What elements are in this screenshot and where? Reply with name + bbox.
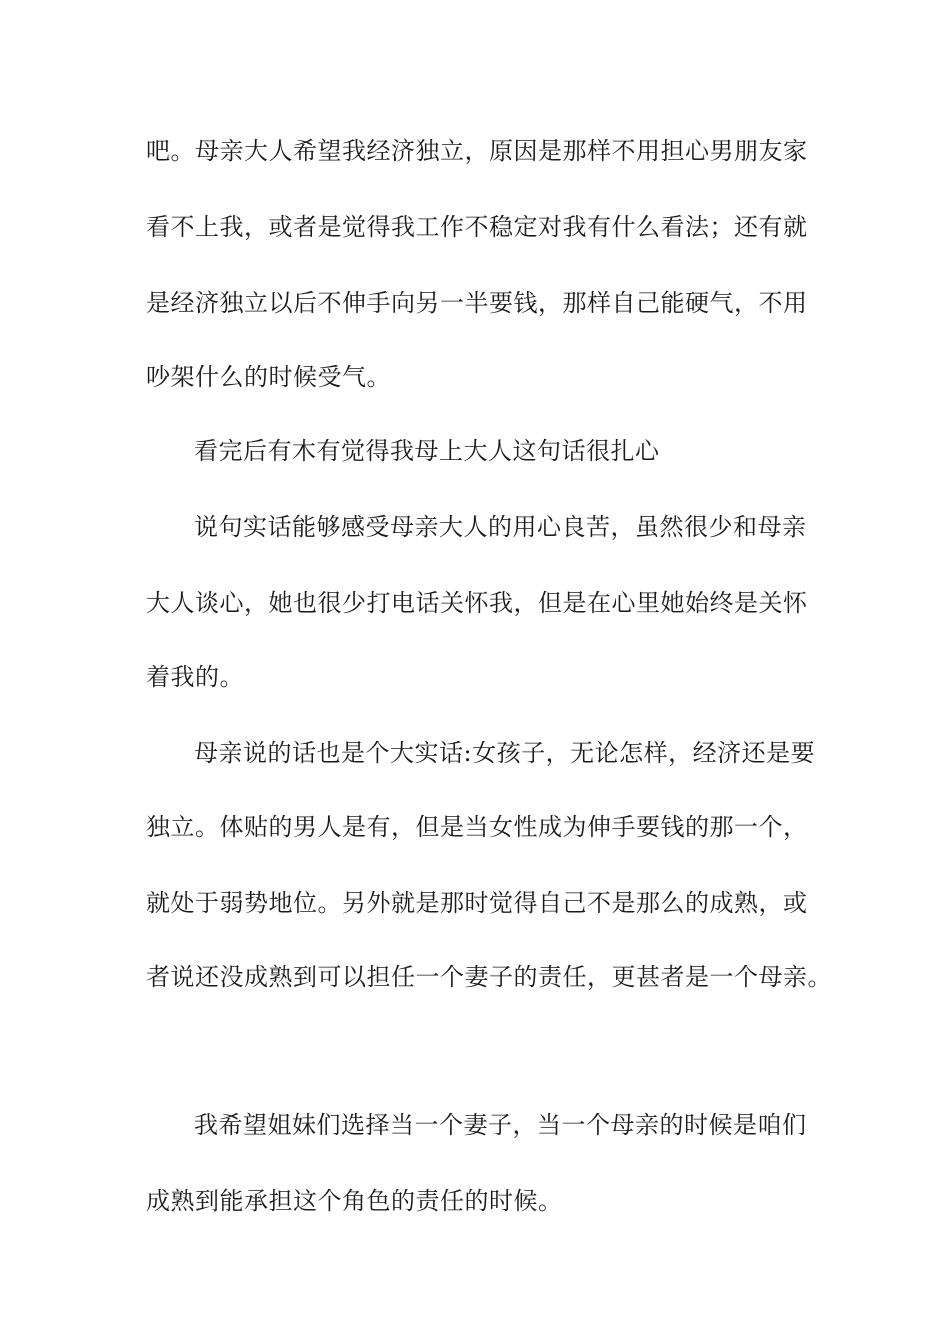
paragraph-line: 者说还没成熟到可以担任一个妻子的责任，更甚者是一个母亲。 xyxy=(146,963,832,991)
paragraph-line: 我希望姐妹们选择当一个妻子，当一个母亲的时候是咱们 xyxy=(194,1111,807,1139)
paragraph-line: 大人谈心，她也很少打电话关怀我，但是在心里她始终是关怀 xyxy=(146,589,808,617)
paragraph-line: 看完后有木有觉得我母上大人这句话很扎心 xyxy=(194,437,660,465)
paragraph-line: 着我的。 xyxy=(146,663,244,691)
paragraph-line: 吵架什么的时候受气。 xyxy=(146,363,391,391)
paragraph-line: 母亲说的话也是个大实话:女孩子，无论怎样，经济还是要 xyxy=(194,739,816,767)
paragraph-line: 成熟到能承担这个角色的责任的时候。 xyxy=(146,1187,563,1215)
paragraph-line: 独立。体贴的男人是有，但是当女性成为伸手要钱的那一个， xyxy=(146,813,808,841)
paragraph-line: 吧。母亲大人希望我经济独立，原因是那样不用担心男朋友家 xyxy=(146,137,808,165)
paragraph-line: 看不上我，或者是觉得我工作不稳定对我有什么看法；还有就 xyxy=(146,213,808,241)
paragraph-line: 说句实话能够感受母亲大人的用心良苦，虽然很少和母亲 xyxy=(194,513,807,541)
paragraph-line: 是经济独立以后不伸手向另一半要钱，那样自己能硬气，不用 xyxy=(146,289,808,317)
paragraph-line: 就处于弱势地位。另外就是那时觉得自己不是那么的成熟，或 xyxy=(146,889,808,917)
